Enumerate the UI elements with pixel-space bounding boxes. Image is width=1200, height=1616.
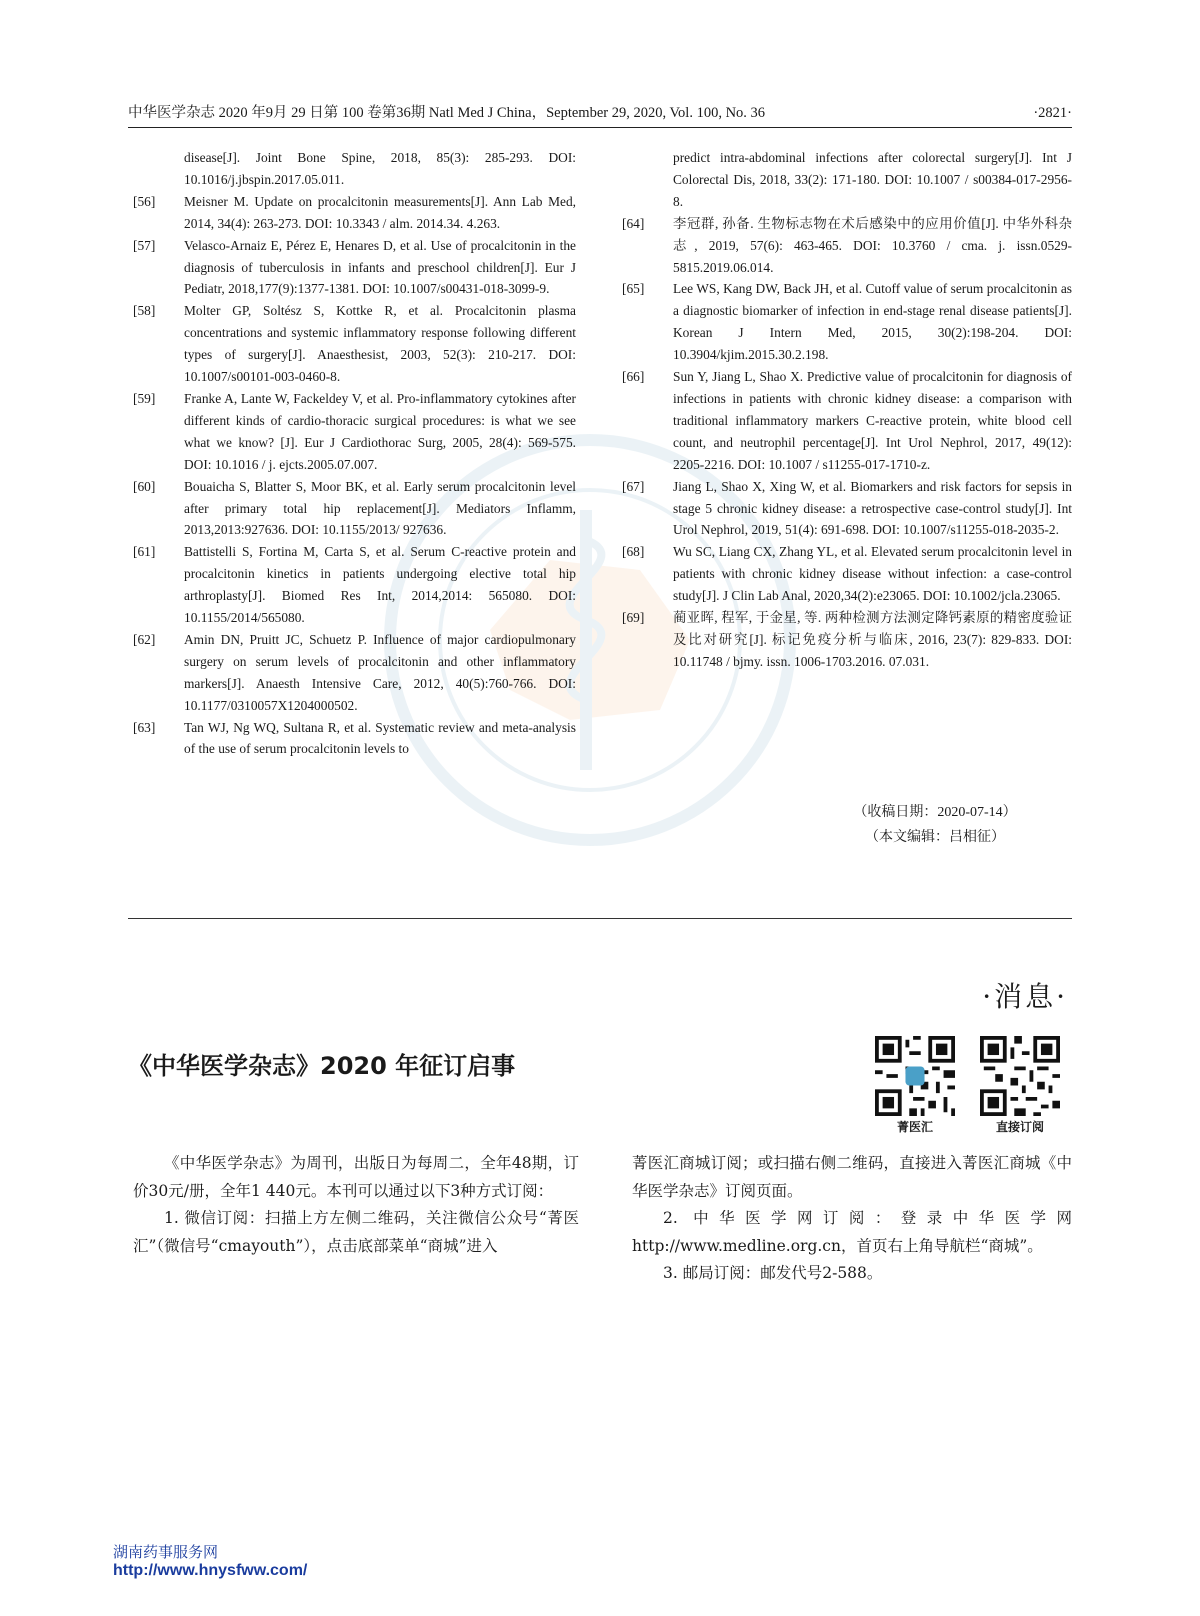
reference-text: Molter GP, Soltész S, Kottke R, et al. Procalcitonin plasma concentrations and systemic inflammatory response following different types of surgery[J]. Anaesthesist, 2003, 52(3): 210-217. DOI: 10.1007/s00101-003-0460-8. (184, 303, 576, 385)
qr-caption: 直接订阅 (995, 1120, 1044, 1134)
site-url-link[interactable]: http://www.hnysfww.com/ (113, 1562, 308, 1579)
reference-text: Velasco-Arnaiz E, Pérez E, Henares D, et al. Use of procalcitonin in the diagnosis of tuberculosis in infants and preschool children[J]. Eur J Pediatr, 2018,177(9):1377-1381. DOI: 10.1007/s00431-018-3099-9. (184, 237, 576, 297)
reference-text: 蔺亚晖, 程军, 于金星, 等. 两种检测方法测定降钙素原的精密度验证及比对研究[J]. 标记免疫分析与临床, 2016, 23(7): 829-833. DOI: 10.11748 / bjmy. issn. 1006-1703.2016. 07.031. (673, 610, 1072, 669)
qr-code-jingyihui[interactable] (875, 1036, 955, 1135)
reference-text: Jiang L, Shao X, Xing W, et al. Biomarkers and risk factors for sepsis in stage 5 chronic kidney disease: a retrospective case-control study[J]. Int Urol Nephrol, 2019, 51(4): 691-698. DOI: 10.1007/s11255-018-2035-2. (673, 478, 1072, 538)
qr-code-subscribe[interactable] (980, 1036, 1060, 1135)
reference-item (133, 388, 576, 476)
site-name: 湖南药事服务网 (113, 1543, 219, 1561)
journal-citation: 中华医学杂志 2020 年9月 29 日第 100 卷第36期 Natl Med J China，September 29, 2020, Vol. 100, No. 36 (128, 105, 766, 121)
reference-text: disease[J]. Joint Bone Spine, 2018, 85(3): 285-293. DOI: 10.1016/j.jbspin.2017.05.011. (184, 150, 576, 187)
reference-item (133, 300, 576, 388)
reference-item (133, 476, 576, 542)
reference-item (622, 541, 1072, 607)
reference-number: [58] (133, 303, 156, 319)
reference-text: Battistelli S, Fortina M, Carta S, et al. Serum C-reactive protein and procalcitonin kinetics in patients undergoing elective total hip arthroplasty[J]. Biomed Res Int, 2014,2014: 565080. DOI: 10.1155/2014/565080. (184, 544, 576, 626)
qr-caption: 菁医汇 (896, 1120, 933, 1134)
reference-number: [68] (622, 544, 645, 560)
reference-item (133, 541, 576, 629)
qr-code-icon (980, 1036, 1060, 1116)
reference-number: [63] (133, 719, 156, 735)
received-note (820, 800, 1050, 850)
notice-title: 《中华医学杂志》2020 年征订启事 (128, 1052, 516, 1080)
references-right-column (622, 147, 1072, 673)
notice-paragraph: 3. 邮局订阅：邮发代号2-588。 (663, 1264, 883, 1282)
notice-body-left (133, 1150, 579, 1260)
reference-item (622, 278, 1072, 366)
reference-number: [69] (622, 610, 645, 626)
reference-item (133, 717, 576, 761)
site-footer (113, 1541, 307, 1580)
reference-text: Tan WJ, Ng WQ, Sultana R, et al. Systematic review and meta-analysis of the use of serum procalcitonin levels to (184, 719, 576, 757)
reference-item (622, 607, 1072, 673)
notice-paragraph: 2. 中华医学网订阅：登录中华医学网 http://www.medline.org.cn，首页右上角导航栏“商城”。 (632, 1209, 1072, 1255)
running-header (128, 101, 1072, 128)
reference-number: [61] (133, 544, 156, 560)
reference-text: Bouaicha S, Blatter S, Moor BK, et al. Early serum procalcitonin level after primary total hip replacement[J]. Mediators Inflamm, 2013,2013:927636. DOI: 10.1155/2013/ 927636. (184, 478, 576, 538)
reference-item (622, 213, 1072, 279)
reference-item (133, 629, 576, 717)
reference-number: [57] (133, 237, 156, 253)
notice-paragraph: 菁医汇商城订阅；或扫描右侧二维码，直接进入菁医汇商城《中华医学杂志》订阅页面。 (632, 1154, 1072, 1200)
qr-code-icon (875, 1036, 955, 1116)
reference-number: [66] (622, 369, 645, 385)
reference-text: 李冠群, 孙备. 生物标志物在术后感染中的应用价值[J]. 中华外科杂志, 2019, 57(6): 463-465. DOI: 10.3760 / cma. j. issn.0529-5815.2019.06.014. (673, 215, 1072, 275)
reference-text: Franke A, Lante W, Fackeldey V, et al. Pro-inflammatory cytokines after different kinds of cardio-thoracic surgical procedures: is what we see what we know? [J]. Eur J Cardiothorac Surg, 2005, 28(4): 569-575. DOI: 10.1016 / j. ejcts.2005.07.007. (184, 390, 576, 472)
news-label: ·消息· (982, 980, 1068, 1013)
received-date: （收稿日期：2020-07-14） (853, 805, 1017, 820)
page-number: ·2821· (1033, 105, 1072, 121)
reference-text: Sun Y, Jiang L, Shao X. Predictive value of procalcitonin for diagnosis of infections in patients with chronic kidney disease: a comparison with traditional inflammatory markers C-reactive protein, white blood cell count, and neutrophil percentage[J]. Int Urol Nephrol, 2017, 49(12): 2205-2216. DOI: 10.1007 / s11255-017-1710-z. (673, 369, 1072, 472)
notice-paragraph: 1. 微信订阅：扫描上方左侧二维码，关注微信公众号“菁医汇”（微信号“cmayouth”），点击底部菜单“商城”进入 (133, 1209, 579, 1255)
references-left-column (133, 147, 576, 760)
reference-item (622, 476, 1072, 542)
reference-item (622, 366, 1072, 476)
reference-number: [65] (622, 281, 645, 297)
reference-text: predict intra-abdominal infections after colorectal surgery[J]. Int J Colorectal Dis, 2018, 33(2): 171-180. DOI: 10.1007 / s00384-017-2956-8. (673, 150, 1072, 209)
reference-item (133, 235, 576, 301)
reference-number: [64] (622, 215, 645, 231)
reference-item (133, 147, 576, 191)
section-divider (128, 918, 1072, 919)
reference-text: Amin DN, Pruitt JC, Schuetz P. Influence of major cardiopulmonary surgery on serum levels of procalcitonin and other inflammatory markers[J]. Anaesth Intensive Care, 2012, 40(5):760-766. DOI: 10.1177/0310057X1204000502. (184, 631, 576, 713)
reference-number: [67] (622, 478, 645, 494)
editor-note: （本文编辑：吕相征） (865, 830, 1005, 845)
reference-item (133, 191, 576, 235)
reference-item (622, 147, 1072, 213)
reference-number: [59] (133, 390, 156, 406)
reference-text: Wu SC, Liang CX, Zhang YL, et al. Elevated serum procalcitonin level in patients with chronic kidney disease without infection: a case-control study[J]. J Clin Lab Anal, 2020,34(2):e23065. DOI: 10.1002/jcla.23065. (673, 544, 1072, 604)
reference-text: Meisner M. Update on procalcitonin measurements[J]. Ann Lab Med, 2014, 34(4): 263-273. DOI: 10.3343 / alm. 2014.34. 4.263. (184, 193, 576, 231)
reference-number: [60] (133, 478, 156, 494)
notice-body-right (632, 1150, 1072, 1288)
reference-text: Lee WS, Kang DW, Back JH, et al. Cutoff value of serum procalcitonin as a diagnostic biomarker of infection in end-stage renal disease patients[J]. Korean J Intern Med, 2015, 30(2):198-204. DOI: 10.3904/kjim.2015.30.2.198. (673, 281, 1072, 363)
reference-number: [56] (133, 193, 156, 209)
notice-paragraph: 《中华医学杂志》为周刊，出版日为每周二，全年48期，订价30元/册，全年1 440元。本刊可以通过以下3种方式订阅： (133, 1154, 579, 1200)
reference-number: [62] (133, 631, 156, 647)
